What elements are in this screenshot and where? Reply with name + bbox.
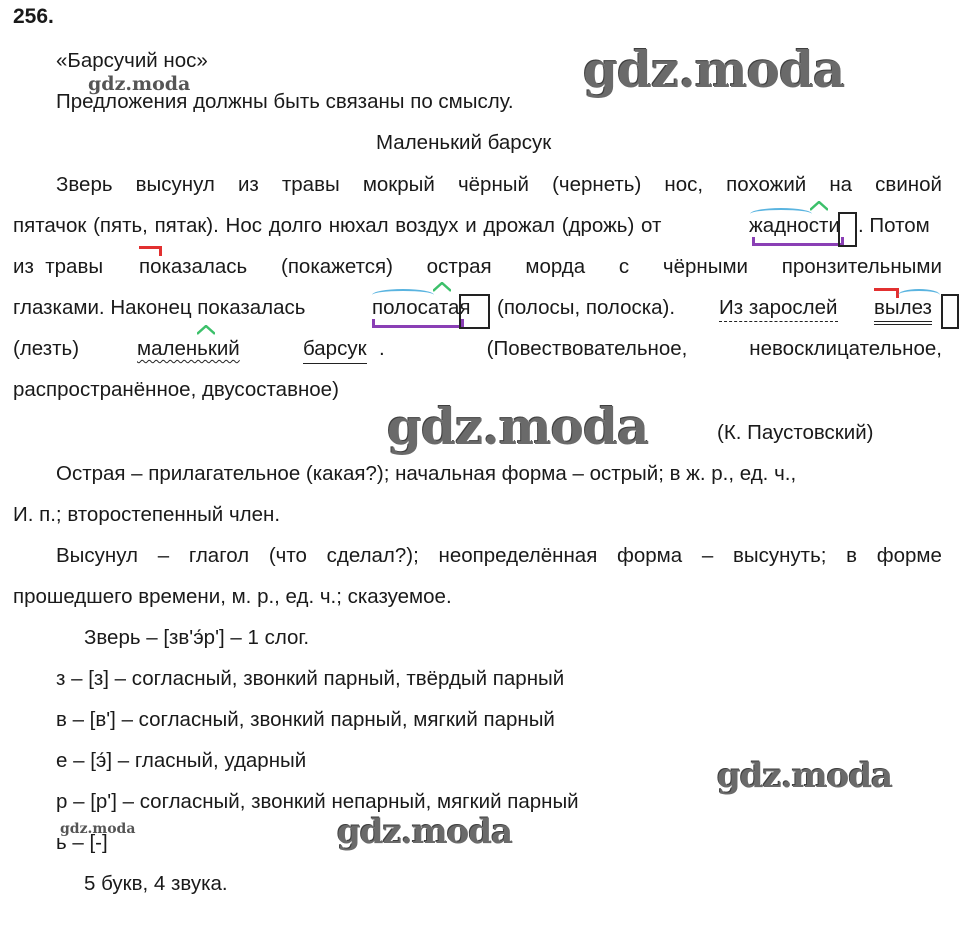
watermark: gdz.moda — [387, 397, 649, 456]
word-barsuk: барсук — [303, 336, 367, 364]
paragraph-line-3-rest: (покажется) острая морда с чёрными пронзительными — [281, 255, 942, 278]
paragraph-line-3-start: из травы — [13, 255, 104, 278]
base-mark-2 — [372, 319, 464, 328]
prefix-mark — [139, 246, 162, 256]
phonetic-total: 5 букв, 4 звука. — [84, 872, 228, 895]
paragraph-line-2: пятачок (пять, пятак). Нос долго нюхал воздух и дрожал (дрожь) от — [13, 214, 662, 237]
base-mark — [752, 237, 844, 246]
phonetic-row-r: р – [р'] – согласный, звонкий непарный, мягкий парный — [56, 790, 579, 813]
text-subtitle: Маленький барсук — [376, 131, 552, 154]
word-zhadnosti: жадности — [749, 214, 840, 237]
root-mark-2 — [372, 289, 434, 301]
watermark-small: gdz.moda — [60, 821, 136, 837]
paragraph-line-4-b: (полосы, полоска). — [497, 296, 676, 319]
word-vylez: вылез — [874, 295, 932, 325]
watermark: gdz.moda — [337, 812, 513, 852]
word-malenkiy: маленький — [137, 337, 240, 360]
ending-box-2 — [459, 294, 490, 329]
watermark: gdz.moda — [717, 756, 893, 796]
phonetic-row-e: е – [э́] – гласный, ударный — [56, 749, 307, 772]
root-mark — [750, 208, 812, 220]
word-iz-zarosley: Из зарослей — [719, 295, 838, 322]
suffix-mark-2 — [433, 282, 451, 292]
author: (К. Паустовский) — [717, 421, 874, 444]
analysis-1-line-1: Острая – прилагательное (какая?); начальная форма – острый; в ж. р., ед. ч., — [56, 462, 797, 485]
watermark: gdz.moda — [583, 40, 845, 99]
paragraph-line-5-rest: . (Повествовательное, невосклицательное, — [379, 337, 942, 360]
word-polosataya: полосатая — [372, 296, 471, 319]
phonetic-header: Зверь – [зв'э́р'] – 1 слог. — [84, 626, 310, 649]
exercise-number: 256. — [13, 5, 54, 28]
instruction-text: Предложения должны быть связаны по смыслу. — [56, 90, 514, 113]
line-2-tail: . Потом — [858, 214, 930, 237]
phonetic-row-v: в – [в'] – согласный, звонкий парный, мягкий парный — [56, 708, 555, 731]
suffix-mark-3 — [197, 325, 215, 335]
analysis-2-line-1: Высунул – глагол (что сделал?); неопределённая форма – высунуть; в форме — [56, 544, 942, 567]
analysis-2-line-2: прошедшего времени, м. р., ед. ч.; сказуемое. — [13, 585, 452, 608]
word-pokazalas: показалась — [139, 255, 248, 278]
text-title: «Барсучий нос» — [56, 49, 208, 72]
analysis-1-line-2: И. п.; второстепенный член. — [13, 503, 281, 526]
phonetic-row-z: з – [з] – согласный, звонкий парный, твёрдый парный — [56, 667, 565, 690]
suffix-mark — [810, 201, 828, 211]
ending-box-3 — [941, 294, 959, 329]
watermark-small: gdz.moda — [88, 73, 191, 95]
phonetic-row-soft-sign: ь – [-] — [56, 831, 108, 854]
paragraph-line-4-a: глазками. Наконец показалась — [13, 296, 306, 319]
ending-box — [838, 212, 857, 247]
paragraph-line-1: Зверь высунул из травы мокрый чёрный (чернеть) нос, похожий на свиной — [56, 173, 942, 196]
paragraph-line-5-a: (лезть) — [13, 337, 80, 360]
paragraph-line-6: распространённое, двусоставное) — [13, 378, 339, 401]
prefix-mark-2 — [874, 288, 899, 298]
root-mark-3 — [898, 289, 940, 301]
